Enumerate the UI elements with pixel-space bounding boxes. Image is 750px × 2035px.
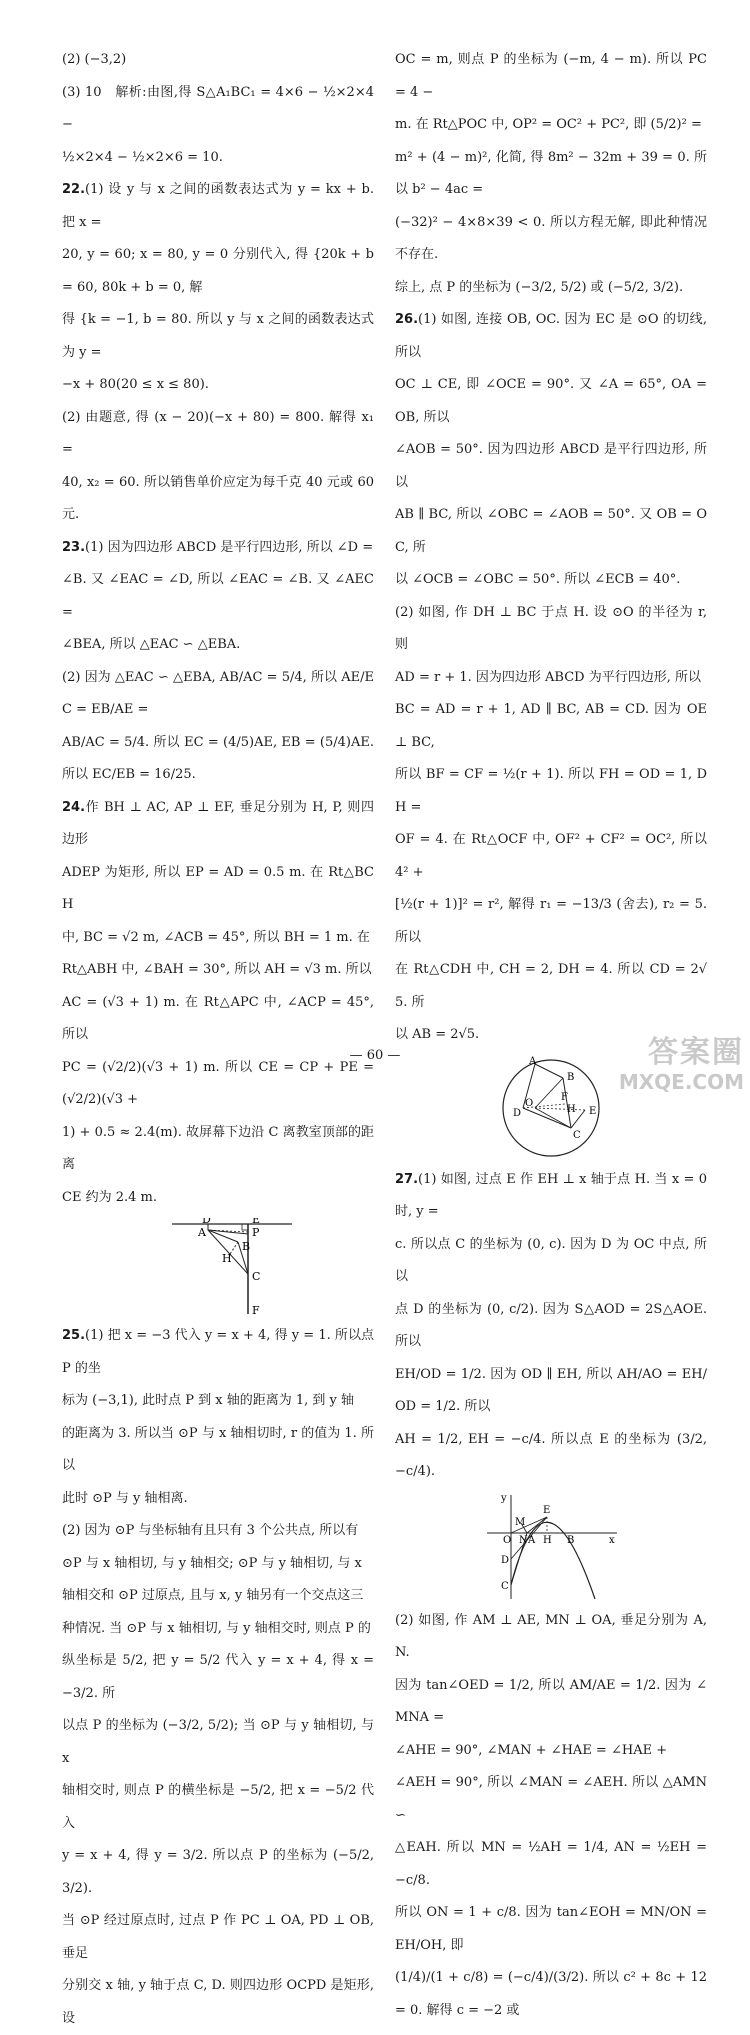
q26-line: [½(r + 1)]² = r², 解得 r₁ = −13/3 (舍去), r₂ = 5. 所以 [395,897,707,945]
question-number: 26. [395,312,419,327]
q22-line: 得 {k = −1, b = 80. 所以 y 与 x 之间的函数表达式为 y = [62,312,374,360]
fig24-label: E [252,1218,261,1226]
answer-line: (3) 10 解析:由图,得 S△A₁BC₁ = 4×6 − ½×2×4 − [62,84,374,132]
watermark-text: 答案圈 [648,1035,744,1070]
question-number: 25. [62,1328,86,1343]
watermark-url: MXQE.COM [618,1070,744,1094]
q25-cont-line: 综上, 点 P 的坐标为 (−3/2, 5/2) 或 (−5/2, 3/2). [395,279,684,295]
q22-line: 22.(1) 设 y 与 x 之间的函数表达式为 y = kx + b. 把 x = [62,182,374,230]
q26-line: (2) 如图, 作 DH ⊥ BC 于点 H. 设 ⊙O 的半径为 r, 则 [395,604,707,652]
q24-line: 中, BC = √2 m, ∠ACB = 45°, 所以 BH = 1 m. 在 [62,929,370,945]
fig24-label: C [252,1270,261,1283]
q25-line: 纵坐标是 5/2, 把 y = 5/2 代入 y = x + 4, 得 x = −3/2. 所 [62,1653,374,1701]
q25-line: 轴相交时, 则点 P 的横坐标是 −5/2, 把 x = −5/2 代入 [62,1783,374,1831]
q22-line: (2) 由题意, 得 (x − 20)(−x + 80) = 800. 解得 x₁ = [62,409,374,457]
q22-line: 20, y = 60; x = 80, y = 0 分别代入, 得 {20k + b = 60, 80k + b = 0, 解 [62,247,374,295]
fig27-label: D [501,1554,510,1566]
q27-line: ∠AHE = 90°, ∠MAN + ∠HAE = ∠HAE + [395,1742,668,1758]
q26-line: AB ∥ BC, 所以 ∠OBC = ∠AOB = 50°. 又 OB = OC, 所 [395,507,707,555]
q24-line: AC = (√3 + 1) m. 在 Rt△APC 中, ∠ACP = 45°, 所以 [62,994,374,1042]
q25-line: 标为 (−3,1), 此时点 P 到 x 轴的距离为 1, 到 y 轴 [62,1393,354,1408]
figure-q24 [62,1218,374,1316]
q25-line: 当 ⊙P 经过原点时, 过点 P 作 PC ⊥ OA, PD ⊥ OB, 垂足 [62,1913,374,1961]
fig27-label: A [528,1534,536,1546]
left-column [62,44,374,2035]
page-number: — 60 — [349,1048,401,1063]
question-number: 27. [395,1171,419,1187]
q26-line: OC ⊥ CE, 即 ∠OCE = 90°. 又 ∠A = 65°, OA = OB, 所以 [395,377,707,425]
q27-line: (1/4)/(1 + c/8) = (−c/4)/(3/2). 所以 c² + 8c + 12 = 0. 解得 c = −2 或 [395,1970,707,2018]
q27-line: ∠AEH = 90°, 所以 ∠MAN = ∠AEH. 所以 △AMN ∽ [395,1775,707,1823]
fig26-label: C [573,1129,581,1141]
q26-line: 所以 BF = CF = ½(r + 1). 所以 FH = OD = 1, DH = [395,767,707,815]
q23-line: 23.(1) 因为四边形 ABCD 是平行四边形, 所以 ∠D = [62,539,374,555]
q27-line: 点 D 的坐标为 (0, c/2). 因为 S△AOD = 2S△AOE. 所以 [395,1301,707,1349]
q22-line: −x + 80(20 ≤ x ≤ 80). [62,377,209,392]
fig26-label: A [529,1055,537,1067]
fig24-label: A [198,1226,206,1239]
fig24-label: F [252,1304,260,1316]
fig24-label: B [242,1240,251,1253]
q26-line: AD = r + 1. 因为四边形 ABCD 为平行四边形, 所以 [395,669,701,685]
figure-q24-svg [62,1218,374,1316]
fig26-label: D [513,1107,522,1119]
fig24-label: P [252,1226,260,1239]
q25-line: ⊙P 与 x 轴相切, 与 y 轴相交; ⊙P 与 y 轴相切, 与 x [62,1555,362,1571]
fig27-label: B [567,1534,575,1546]
fig26-label: H [567,1103,576,1115]
q26-line: 以 ∠OCB = ∠OBC = 50°. 所以 ∠ECB = 40°. [395,572,681,587]
fig27-label: O [503,1534,512,1546]
q25-line: 轴相交和 ⊙P 过原点, 且与 x, y 轴另有一个交点这三 [62,1588,364,1603]
q26-line: 26.(1) 如图, 连接 OB, OC. 因为 EC 是 ⊙O 的切线, 所以 [395,312,707,360]
q25-cont-line: m² + (4 − m)², 化简, 得 8m² − 32m + 39 = 0. 所以 b² − 4ac = [395,149,707,197]
q22-line: 40, x₂ = 60. 所以销售单价应定为每千克 40 元或 60 元. [62,474,374,522]
figure-q27-svg [395,1493,707,1601]
answer-line: ½×2×4 − ½×2×6 = 10. [62,149,223,165]
fig27-label: H [543,1534,552,1546]
fig26-label: F [561,1091,568,1103]
fig27-label: x [609,1534,615,1546]
question-number: 22. [62,182,86,197]
q25-line: 分别交 x 轴, y 轴于点 C, D. 则四边形 OCPD 是矩形, 设 [62,1978,374,2026]
question-number: 24. [62,799,86,815]
q27-line: △EAH. 所以 MN = ½AH = 1/4, AN = ½EH = −c/8. [395,1840,707,1888]
watermark [618,1036,744,1094]
fig24-label: H [222,1252,232,1265]
fig24-label: D [202,1218,211,1226]
q26-line: BC = AD = r + 1, AD ∥ BC, AB = CD. 因为 OE ⊥ BC, [395,702,707,750]
q23-line: (2) 因为 △EAC ∽ △EBA, AB/AC = 5/4, 所以 AE/EC = EB/AE = [62,669,374,717]
q26-line: OF = 4. 在 Rt△OCF 中, OF² + CF² = OC², 所以 4² + [395,832,707,880]
q27-line: 27.(1) 如图, 过点 E 作 EH ⊥ x 轴于点 H. 当 x = 0 时, y = [395,1171,707,1219]
q25-line: 此时 ⊙P 与 y 轴相离. [62,1490,188,1506]
q25-cont-line: (−32)² − 4×8×39 < 0. 所以方程无解, 即此种情况不存在. [395,214,707,262]
q27-line: 所以 ON = 1 + c/8. 因为 tan∠EOH = MN/ON = EH/OH, 即 [395,1905,707,1953]
question-number: 23. [62,539,86,555]
fig26-label: B [567,1071,575,1083]
fig26-label: O [525,1097,534,1109]
q23-line: AB/AC = 5/4. 所以 EC = (4/5)AE, EB = (5/4)AE. 所以 EC/EB = 16/25. [62,734,374,782]
q25-line: 的距离为 3. 所以当 ⊙P 与 x 轴相切时, r 的值为 1. 所以 [62,1425,374,1473]
q26-line: ∠AOB = 50°. 因为四边形 ABCD 是平行四边形, 所以 [395,442,707,490]
q27-line: 因为 tan∠OED = 1/2, 所以 AM/AE = 1/2. 因为 ∠MNA = [395,1677,707,1725]
figure-q27 [395,1493,707,1601]
q25-line: 种情况. 当 ⊙P 与 x 轴相切, 与 y 轴相交时, 则点 P 的 [62,1620,371,1636]
fig27-label: C [501,1580,509,1592]
q25-line: 以点 P 的坐标为 (−3/2, 5/2); 当 ⊙P 与 y 轴相切, 与 x [62,1718,374,1766]
q25-cont-line: m. 在 Rt△POC 中, OP² = OC² + PC², 即 (5/2)² = [395,117,702,132]
fig26-label: E [589,1105,597,1117]
q27-line: EH/OD = 1/2. 因为 OD ∥ EH, 所以 AH/AO = EH/OD = 1/2. 所以 [395,1366,707,1414]
q27-line: AH = 1/2, EH = −c/4. 所以点 E 的坐标为 (3/2, −c/4). [395,1431,707,1479]
q27-line: c. 所以点 C 的坐标为 (0, c). 因为 D 为 OC 中点, 所以 [395,1236,707,1284]
q24-line: Rt△ABH 中, ∠BAH = 30°, 所以 AH = √3 m. 所以 [62,962,372,977]
fig27-label: y [501,1492,507,1504]
q26-line: 以 AB = 2√5. [395,1027,480,1042]
q24-line: CE 约为 2.4 m. [62,1189,157,1205]
q24-line: PC = (√2/2)(√3 + 1) m. 所以 CE = CP + PE = (√2/2)(√3 + [62,1059,374,1107]
q23-line: ∠BEA, 所以 △EAC ∽ △EBA. [62,637,241,652]
fig27-label: N [519,1534,528,1546]
fig27-label: E [543,1504,551,1516]
q25-cont-line: OC = m, 则点 P 的坐标为 (−m, 4 − m). 所以 PC = 4 − [395,52,707,100]
q25-line: y = x + 4, 得 y = 3/2. 所以点 P 的坐标为 (−5/2, 3/2). [62,1848,374,1896]
q26-line: 在 Rt△CDH 中, CH = 2, DH = 4. 所以 CD = 2√5. 所 [395,962,707,1010]
q24-line: 1) + 0.5 ≈ 2.4(m). 故屏幕下边沿 C 离教室顶部的距离 [62,1124,374,1172]
q27-line: (2) 如图, 作 AM ⊥ AE, MN ⊥ OA, 垂足分别为 A, N. [395,1612,707,1660]
fig27-label: M [515,1516,526,1528]
answer-line: (2) (−3,2) [62,52,127,67]
q23-line: ∠B. 又 ∠EAC = ∠D, 所以 ∠EAC = ∠B. 又 ∠AEC = [62,572,374,620]
q25-line: 25.(1) 把 x = −3 代入 y = x + 4, 得 y = 1. 所以点 P 的坐 [62,1328,374,1376]
q25-line: (2) 因为 ⊙P 与坐标轴有且只有 3 个公共点, 所以有 [62,1523,359,1538]
q24-line: ADEP 为矩形, 所以 EP = AD = 0.5 m. 在 Rt△BCH [62,864,374,912]
q24-line: 24.作 BH ⊥ AC, AP ⊥ EF, 垂足分别为 H, P, 则四边形 [62,799,374,847]
